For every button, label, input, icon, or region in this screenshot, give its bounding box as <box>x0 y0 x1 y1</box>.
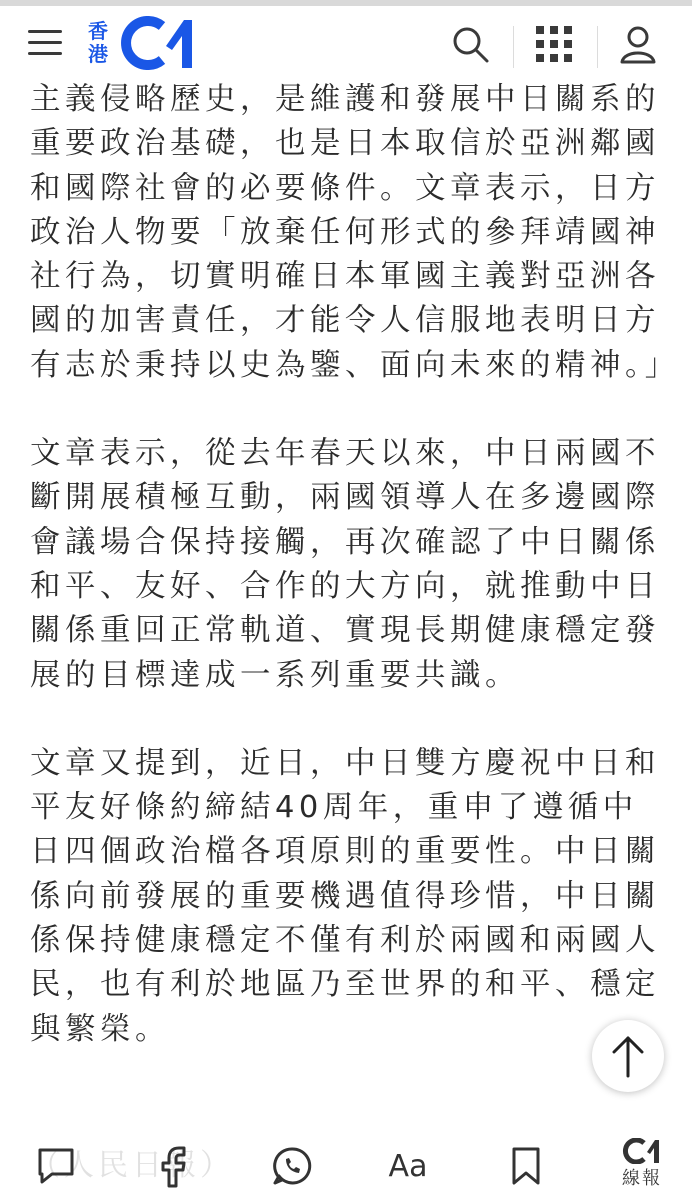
news-feed-button[interactable] <box>614 1138 670 1190</box>
font-size-button[interactable]: Aa <box>388 1148 428 1184</box>
logo-01-mark <box>118 16 196 70</box>
bottom-toolbar <box>0 1130 692 1200</box>
hk01-small-logo <box>622 1138 662 1164</box>
whatsapp-icon[interactable] <box>264 1140 320 1192</box>
article-paragraph: 文章表示，從去年春天以來，中日兩國不斷開展積極互動，兩國領導人在多邊國際會議場合保持接觸，再次確認了中日關係和平、友好、合作的大方向，就推動中日關係重回正常軌道、實現長期健康穩定發展的目標達成一系列重要共識。 <box>30 436 660 693</box>
arrow-up-icon <box>610 1034 646 1078</box>
back-to-top-button[interactable] <box>592 1020 664 1092</box>
facebook-icon[interactable] <box>146 1140 202 1192</box>
top-header <box>0 6 692 82</box>
header-divider <box>513 26 514 68</box>
news-feed-label: 線報 <box>622 1168 662 1189</box>
article-paragraph: 主義侵略歷史，是維護和發展中日關系的重要政治基礎，也是日本取信於亞洲鄰國和國際社會的必要條件。文章表示，日方政治人物要「放棄任何形式的參拜靖國神社行為，切實明確日本軍國主義對亞洲各國的加害責任，才能令人信服地表明日方有志於秉持以史為鑒、面向未來的精神。」 <box>30 82 680 383</box>
logo-hk-text: 香港 <box>88 19 108 66</box>
article-body <box>30 78 680 1096</box>
bookmark-icon[interactable] <box>498 1140 554 1192</box>
user-icon[interactable] <box>614 20 662 68</box>
hk01-logo[interactable] <box>88 16 198 72</box>
grid-icon[interactable] <box>530 20 578 68</box>
search-icon[interactable] <box>446 20 494 68</box>
menu-icon[interactable] <box>28 30 62 56</box>
header-divider <box>597 26 598 68</box>
article-paragraph: 文章又提到，近日，中日雙方慶祝中日和平友好條約締結40周年，重申了遵循中日四個政治檔各項原則的重要性。中日關係向前發展的重要機遇值得珍惜，中日關係保持健康穩定不僅有利於兩國和兩國人民，也有利於地區乃至世界的和平、穩定與繁榮。 <box>30 745 660 1047</box>
comment-icon[interactable] <box>28 1140 84 1192</box>
